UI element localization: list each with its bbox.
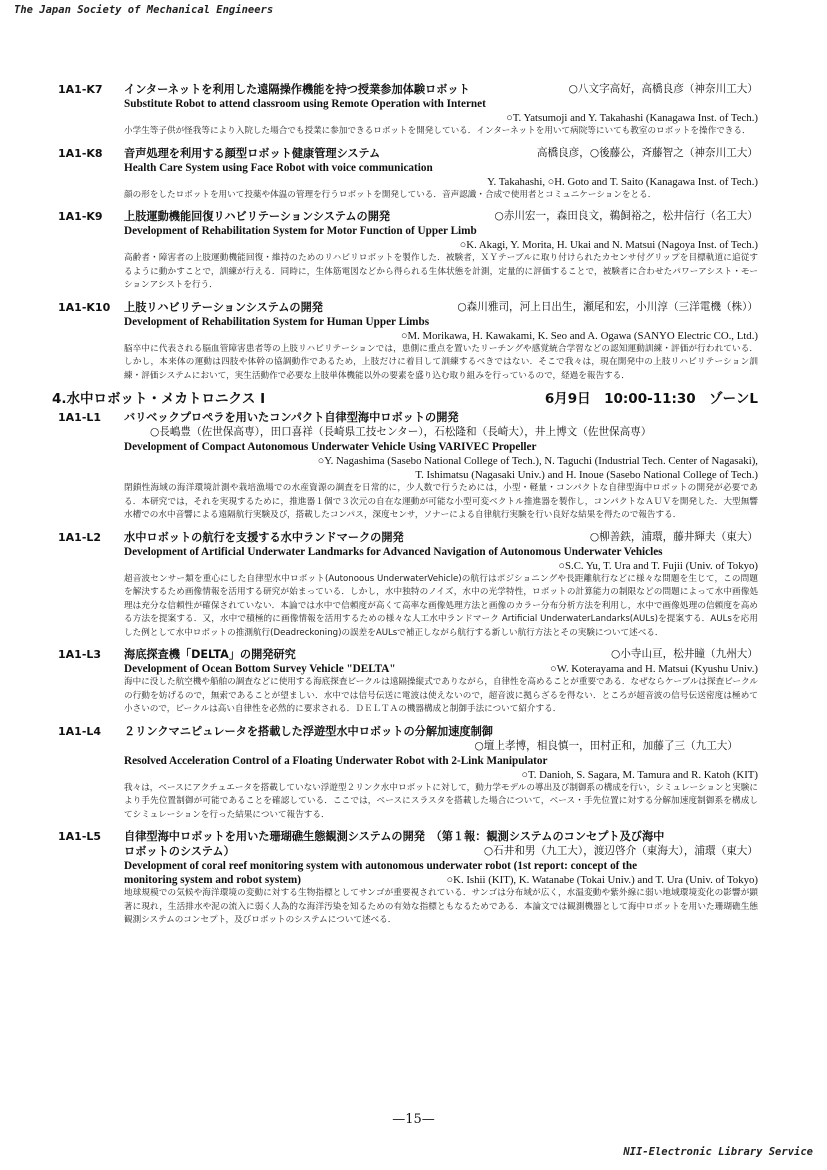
jp-title: 上肢運動機能回復リハビリテーションシステムの開発	[124, 210, 391, 223]
jp-title: ２リンクマニピュレータを搭載した浮遊型水中ロボットの分解加速度制御	[124, 724, 493, 738]
program-entry	[58, 300, 758, 384]
en-authors: ○M. Morikawa, H. Kawakami, K. Seo and A. Ogawa (SANYO Electric CO., Ltd.)	[400, 329, 758, 342]
program-listing	[52, 82, 758, 935]
en-authors-continued: T. Ishimatsu (Nagasaki Univ.) and H. Inoue (Sasebo National College of Tech.)	[415, 469, 758, 481]
en-authors: ○T. Danioh, S. Sagara, M. Tamura and R. Katoh (KIT)	[521, 768, 758, 781]
abstract: 閉鎖性海域の海洋環境計測や栽培漁場での水産資源の調査を日常的に，少人数で行うためには，小型・軽量・コンパクトな自律型海中ロボットの開発が必要である．本研究では，それを実現するために，推進器１個で３次元の自在な運動が可能な小型可変ベクトル推進器を製作し，コンパクトなＡＵＶを開発した．大型無響水槽での水中音響による遠隔航行実験及び，搭載したコンパス，深度センサ，ソナーによる自律航行実験を行い良好な結果を得たので報告する．	[124, 483, 758, 520]
en-authors: ○K. Akagi, Y. Morita, H. Ukai and N. Matsui (Nagoya Inst. of Tech.)	[459, 239, 758, 251]
program-entry	[58, 530, 758, 641]
entry-id: 1A1-L4	[58, 724, 102, 738]
jp-title: 音声処理を利用する顔型ロボット健康管理システム	[124, 146, 381, 160]
jp-title: バリベックプロペラを用いたコンパクト自律型海中ロボットの開発	[124, 411, 459, 424]
en-title-continued: monitoring system and robot system)	[124, 874, 301, 886]
en-authors: ○T. Yatsumoji and Y. Takahashi (Kanagawa Inst. of Tech.)	[506, 112, 758, 124]
journal-header: The Japan Society of Mechanical Engineers	[14, 4, 274, 16]
jp-authors: ○壇上孝博，相良慎一，田村正和，加藤了三（九工大）	[474, 739, 738, 752]
jp-authors: ○石井和男（九工大），渡辺啓介（東海大），浦環（東大）	[483, 845, 758, 857]
library-footer: NII-Electronic Library Service	[623, 1146, 813, 1158]
jp-authors: ○小寺山亘，松井瞳（九州大）	[611, 648, 758, 660]
jp-title: 自律型海中ロボットを用いた珊瑚礁生態観測システムの開発 （第１報：観測システムのコンセプト及び海中	[124, 830, 665, 843]
en-authors: ○S.C. Yu, T. Ura and T. Fujii (Univ. of Tokyo)	[558, 559, 758, 572]
en-authors: Y. Takahashi, ○H. Goto and T. Saito (Kanagawa Inst. of Tech.)	[487, 175, 758, 188]
entry-id: 1A1-K10	[58, 300, 111, 314]
entry-id: 1A1-K9	[58, 210, 103, 223]
entry-id: 1A1-K8	[58, 146, 103, 160]
abstract: 小学生等子供が怪我等により入院した場合でも授業に参加できるロボットを開発している．インターネットを用いて病院等にいても教室のロボットを操作できる．	[124, 126, 751, 136]
session-schedule: 6月9日 10:00-11:30 ゾーンL	[544, 391, 758, 407]
jp-authors: 高橋良彦，○後藤公，斉藤智之（神奈川工大）	[536, 146, 758, 159]
entry-id: 1A1-L1	[58, 411, 102, 424]
en-title: Development of Ocean Bottom Survey Vehicle "DELTA"	[124, 663, 396, 675]
program-entry	[58, 209, 758, 293]
abstract: 高齢者・障害者の上肢運動機能回復・維持のためのリハビリロボットを製作した．被験者，ＸＹテーブルに取り付けられたカセンサ付グリップを目標軌道に追従するように動かすことで，訓練が行える．同時に，生体筋電図などから得られる生体状態を計測，定量的に評価することで，被験者に合わせたパワーアシスト・モーションアシストを行う．	[124, 253, 758, 290]
jp-authors: ○八文字高好，高橋良彦（神奈川工大）	[568, 83, 758, 95]
program-entry	[58, 410, 758, 523]
en-title: Development of Rehabilitation System for Human Upper Limbs	[124, 315, 430, 328]
en-authors: ○W. Koterayama and H. Matsui (Kyushu Univ.)	[550, 663, 758, 675]
page-number: —15—	[392, 1112, 435, 1127]
jp-authors: ○長嶋豊（佐世保高専），田口喜祥（長崎県工技センター），石松隆和（長崎大），井上博文（佐世保高専）	[150, 426, 652, 438]
abstract: 脳卒中に代表される脳血管障害患者等の上肢リハビリテーションでは，患側に重点を置いたリーチングや感覚統合学習などの認知運動訓練・評価が行われている．しかし，本来体の運動は四肢や体幹の協調動作であるため，上肢だけに着目して訓練するべきではない．そこで我々は，現在開発中の上肢リハビリテーション訓練・評価システムにおいて，実生活動作で必要な上肢単体機能以外の要素を盛り込む取り組みを行っているので，経過を報告する．	[124, 343, 758, 381]
session-header	[52, 390, 758, 408]
jp-title-continued: ロボットのシステム）	[124, 845, 235, 858]
abstract: 超音波センサー類を重心にした自律型水中ロボット(Autonoous UnderwaterVehicle)の航行はポジショニングや長距離航行などに様々な問題を生じて，この問題を解決するため画像情報を活用する研究が始まっている．しかし，水中独特のノイズ，水中の光学特性，ロボットの計算能力の制限などの問題によって水中画像処理は充分な信頼性が確保されていない．本論では水中で信頼度が高くて高率な画像処理方法と画像のカラー分布分析方法を利用し，水中で画像処理の信頼度を高める方法を提案する．又，水中で積極的に画像情報を活用するための様々な人工水中ランドマーク Artificial UnderwaterLandarks(AULs)を提案する．AULsを応用した例として水中ロボットの推測航行(Deadreckoning)の誤差をAULsで補正しながら航行する新しい航行方法とその実験について述べる．	[124, 573, 758, 638]
entry-id: 1A1-K7	[58, 83, 103, 96]
jp-authors: ○赤川宏一，森田良文，鵜飼裕之，松井信行（名工大）	[494, 210, 758, 222]
en-title: Resolved Acceleration Control of a Floating Underwater Robot with 2-Link Manipulator	[124, 754, 548, 767]
en-title: Health Care System using Face Robot with voice communication	[124, 161, 433, 174]
jp-authors: ○森川雅司，河上日出生，瀬尾和宏，小川淳（三洋電機（株））	[457, 300, 758, 313]
abstract: 海中に没した航空機や船舶の調査などに使用する海底探査ビークルは遠隔操縦式でありながら，自律性を高めることが重要である．なぜならケーブルは探査ビークルの行動を妨げるので，無索であることが望ましい．水中では信号伝送に電波は使えないので，超音波に拠らざるを得ない．ところが超音波の信号伝送密度は極めて小さいので，ビークルは高い自律性を必然的に要求される．ＤＥＬＴＡの機器構成と制御手法について紹介する．	[124, 677, 758, 714]
program-entry	[58, 82, 758, 139]
jp-authors: ○柳善鉄，浦環，藤井輝夫（東大）	[589, 530, 758, 543]
abstract: 地球規模での気候や海洋環境の変動に対する生物指標としてサンゴが重要視されている．サンゴは分布域が広く，水温変動や紫外線に弱い地域環境変化の影響が顕著に現れ，生活排水や泥の流入に弱く人為的な海洋汚染を知るための有効な指標ともなるためである．本論文では観測機器として海中ロボットを用いた珊瑚礁生態観測システムのコンセプト，及びロボットのシステムについて述べる．	[124, 888, 758, 925]
jp-title: 水中ロボットの航行を支援する水中ランドマークの開発	[124, 530, 404, 544]
jp-title: 海底探査機「DELTA」の開発研究	[124, 648, 296, 661]
en-title: Development of Artificial Underwater Landmarks for Advanced Navigation of Autonomous Underwater Vehicles	[124, 545, 663, 558]
jp-title: 上肢リハビリテーションシステムの開発	[124, 300, 323, 314]
en-title: Development of Compact Autonomous Underwater Vehicle Using VARIVEC Propeller	[124, 441, 537, 453]
jp-title: インターネットを利用した遠隔操作機能を持つ授業参加体験ロボット	[124, 83, 470, 96]
program-entry	[58, 829, 758, 928]
session-title: 4.水中ロボット・メカトロニクス Ⅰ	[52, 391, 266, 407]
entry-id: 1A1-L5	[58, 830, 102, 843]
entry-id: 1A1-L3	[58, 648, 102, 661]
en-authors: ○K. Ishii (KIT), K. Watanabe (Tokai Univ.) and T. Ura (Univ. of Tokyo)	[446, 874, 758, 886]
en-title: Substitute Robot to attend classroom using Remote Operation with Internet	[124, 98, 486, 110]
entry-id: 1A1-L2	[58, 530, 102, 544]
abstract: 我々は，ベースにアクチュエータを搭載していない浮遊型２リンク水中ロボットに対して，動力学モデルの導出及び制御系の構成を行い，シミュレーションと実験により手先位置制御が可能であることを確認している．ここでは，ベースにスラスタを搭載した場合について，ベース・手先位置に対する分解加速度制御系を構成してシミュレーションを行った結果について報告する．	[124, 782, 758, 820]
program-entry	[58, 724, 758, 823]
abstract: 顔の形をしたロボットを用いて投薬や体温の管理を行うロボットを開発している．音声認識・合成で使用者とコミュニケーションをとる．	[124, 189, 657, 200]
en-title: Development of coral reef monitoring system with autonomous underwater robot (1st report: concept of the	[124, 860, 638, 872]
en-title: Development of Rehabilitation System for Motor Function of Upper Limb	[124, 225, 477, 237]
en-authors: ○Y. Nagashima (Sasebo National College of Tech.), N. Taguchi (Industrial Tech. Center of Nagasaki),	[317, 455, 758, 467]
program-entry	[58, 647, 758, 717]
program-entry	[58, 146, 758, 203]
